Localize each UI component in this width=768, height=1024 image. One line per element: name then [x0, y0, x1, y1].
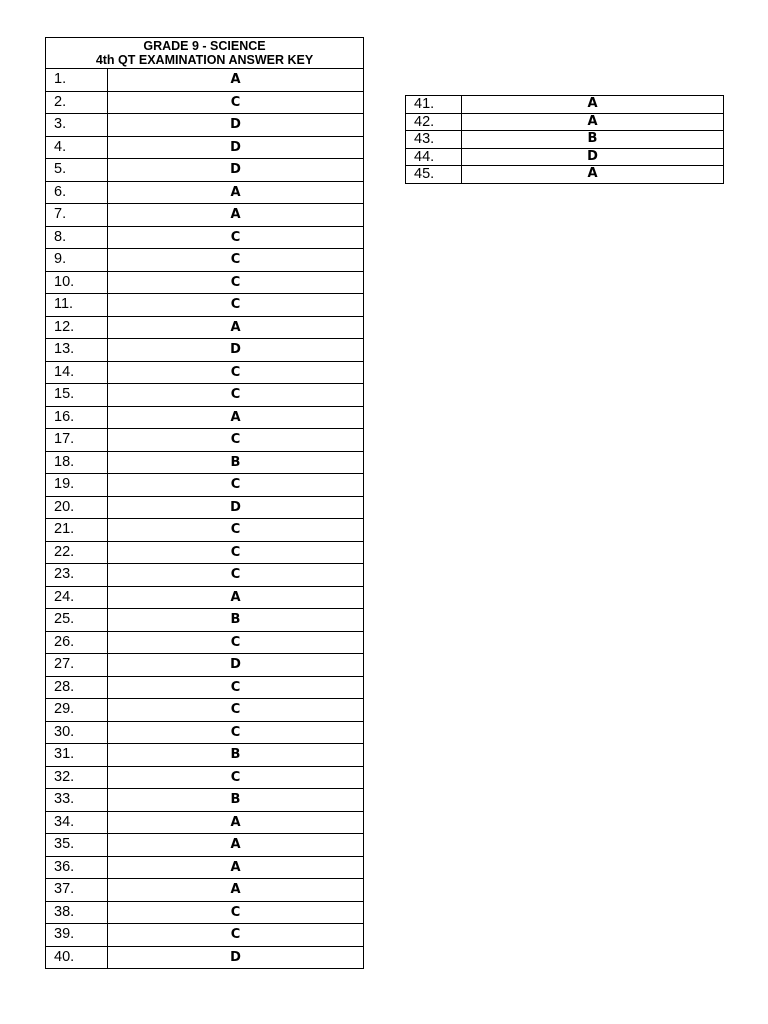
question-number: 17.: [46, 429, 108, 452]
question-number: 39.: [46, 924, 108, 947]
answer-letter: D: [108, 654, 364, 677]
question-number: 30.: [46, 721, 108, 744]
question-number: 35.: [46, 834, 108, 857]
answer-letter: C: [108, 91, 364, 114]
question-number: 44.: [406, 148, 462, 166]
answer-letter: C: [108, 474, 364, 497]
table-row: [406, 148, 724, 166]
question-number: 27.: [46, 654, 108, 677]
table-row: [46, 541, 364, 564]
table-row: [46, 114, 364, 137]
question-number: 7.: [46, 204, 108, 227]
answer-letter: D: [462, 148, 724, 166]
question-number: 16.: [46, 406, 108, 429]
answer-letter: C: [108, 226, 364, 249]
question-number: 3.: [46, 114, 108, 137]
question-number: 8.: [46, 226, 108, 249]
table-row: [46, 766, 364, 789]
question-number: 14.: [46, 361, 108, 384]
answer-letter: C: [108, 294, 364, 317]
answer-letter: A: [108, 811, 364, 834]
answer-letter: C: [108, 429, 364, 452]
answer-letter: D: [108, 496, 364, 519]
table-row: [46, 294, 364, 317]
table-row: [46, 654, 364, 677]
question-number: 41.: [406, 96, 462, 114]
question-number: 12.: [46, 316, 108, 339]
table-row: [406, 131, 724, 149]
question-number: 23.: [46, 564, 108, 587]
table-row: [46, 586, 364, 609]
question-number: 25.: [46, 609, 108, 632]
table-row: [46, 429, 364, 452]
answer-letter: D: [108, 339, 364, 362]
title-line-1: GRADE 9 - SCIENCE: [143, 39, 266, 53]
question-number: 21.: [46, 519, 108, 542]
question-number: 38.: [46, 901, 108, 924]
answer-letter: C: [108, 901, 364, 924]
table-row: [46, 834, 364, 857]
table-row: [46, 631, 364, 654]
table-row: [46, 316, 364, 339]
question-number: 28.: [46, 676, 108, 699]
table-title-row: [46, 38, 364, 69]
answer-letter: C: [108, 631, 364, 654]
answer-letter: C: [108, 271, 364, 294]
table-row: [46, 159, 364, 182]
answer-letter: C: [108, 924, 364, 947]
answer-letter: C: [108, 541, 364, 564]
question-number: 36.: [46, 856, 108, 879]
answer-letter: A: [108, 586, 364, 609]
table-row: [46, 496, 364, 519]
answer-letter: B: [108, 789, 364, 812]
question-number: 37.: [46, 879, 108, 902]
answer-letter: A: [108, 181, 364, 204]
title-line-2: 4th QT EXAMINATION ANSWER KEY: [95, 53, 314, 67]
question-number: 9.: [46, 249, 108, 272]
table-row: [46, 226, 364, 249]
table-row: [46, 609, 364, 632]
answer-letter: A: [108, 316, 364, 339]
question-number: 22.: [46, 541, 108, 564]
table-row: [46, 249, 364, 272]
question-number: 43.: [406, 131, 462, 149]
question-number: 20.: [46, 496, 108, 519]
answer-letter: C: [108, 721, 364, 744]
table-row: [46, 744, 364, 767]
question-number: 6.: [46, 181, 108, 204]
answer-letter: B: [108, 609, 364, 632]
answer-letter: C: [108, 361, 364, 384]
answer-letter: B: [108, 744, 364, 767]
table-row: [46, 924, 364, 947]
table-row: [46, 406, 364, 429]
answer-letter: D: [108, 136, 364, 159]
answer-letter: A: [108, 834, 364, 857]
question-number: 19.: [46, 474, 108, 497]
answer-key-table-side: [405, 95, 724, 184]
table-row: [46, 451, 364, 474]
answer-letter: C: [108, 384, 364, 407]
table-row: [46, 271, 364, 294]
table-row: [46, 204, 364, 227]
answer-letter: D: [108, 159, 364, 182]
table-row: [46, 946, 364, 969]
answer-letter: C: [108, 519, 364, 542]
question-number: 29.: [46, 699, 108, 722]
question-number: 24.: [46, 586, 108, 609]
table-row: [406, 96, 724, 114]
answer-letter: C: [108, 699, 364, 722]
question-number: 31.: [46, 744, 108, 767]
question-number: 1.: [46, 69, 108, 92]
table-row: [46, 699, 364, 722]
question-number: 13.: [46, 339, 108, 362]
answer-letter: B: [462, 131, 724, 149]
table-row: [46, 69, 364, 92]
answer-letter: C: [108, 564, 364, 587]
answer-letter: C: [108, 249, 364, 272]
table-row: [46, 91, 364, 114]
answer-letter: A: [108, 879, 364, 902]
answer-key-table-main: [45, 37, 364, 969]
table-row: [46, 519, 364, 542]
table-row: [46, 564, 364, 587]
table-row: [46, 721, 364, 744]
answer-letter: D: [108, 946, 364, 969]
question-number: 40.: [46, 946, 108, 969]
table-row: [46, 339, 364, 362]
answer-letter: D: [108, 114, 364, 137]
table-row: [46, 879, 364, 902]
question-number: 5.: [46, 159, 108, 182]
table-row: [46, 789, 364, 812]
answer-letter: A: [108, 204, 364, 227]
table-row: [46, 856, 364, 879]
table-row: [46, 136, 364, 159]
answer-letter: A: [462, 166, 724, 184]
answer-letter: A: [108, 69, 364, 92]
question-number: 11.: [46, 294, 108, 317]
question-number: 4.: [46, 136, 108, 159]
question-number: 33.: [46, 789, 108, 812]
question-number: 32.: [46, 766, 108, 789]
table-row: [46, 474, 364, 497]
answer-letter: C: [108, 676, 364, 699]
answer-letter: A: [462, 113, 724, 131]
table-row: [406, 113, 724, 131]
question-number: 15.: [46, 384, 108, 407]
question-number: 45.: [406, 166, 462, 184]
question-number: 34.: [46, 811, 108, 834]
question-number: 10.: [46, 271, 108, 294]
table-row: [46, 361, 364, 384]
question-number: 2.: [46, 91, 108, 114]
table-row: [46, 811, 364, 834]
answer-letter: A: [108, 856, 364, 879]
table-title: [46, 38, 364, 69]
answer-letter: A: [462, 96, 724, 114]
table-row: [46, 181, 364, 204]
table-row: [46, 676, 364, 699]
question-number: 26.: [46, 631, 108, 654]
table-row: [46, 384, 364, 407]
answer-letter: C: [108, 766, 364, 789]
table-row: [46, 901, 364, 924]
question-number: 18.: [46, 451, 108, 474]
answer-letter: B: [108, 451, 364, 474]
answer-letter: A: [108, 406, 364, 429]
question-number: 42.: [406, 113, 462, 131]
table-row: [406, 166, 724, 184]
